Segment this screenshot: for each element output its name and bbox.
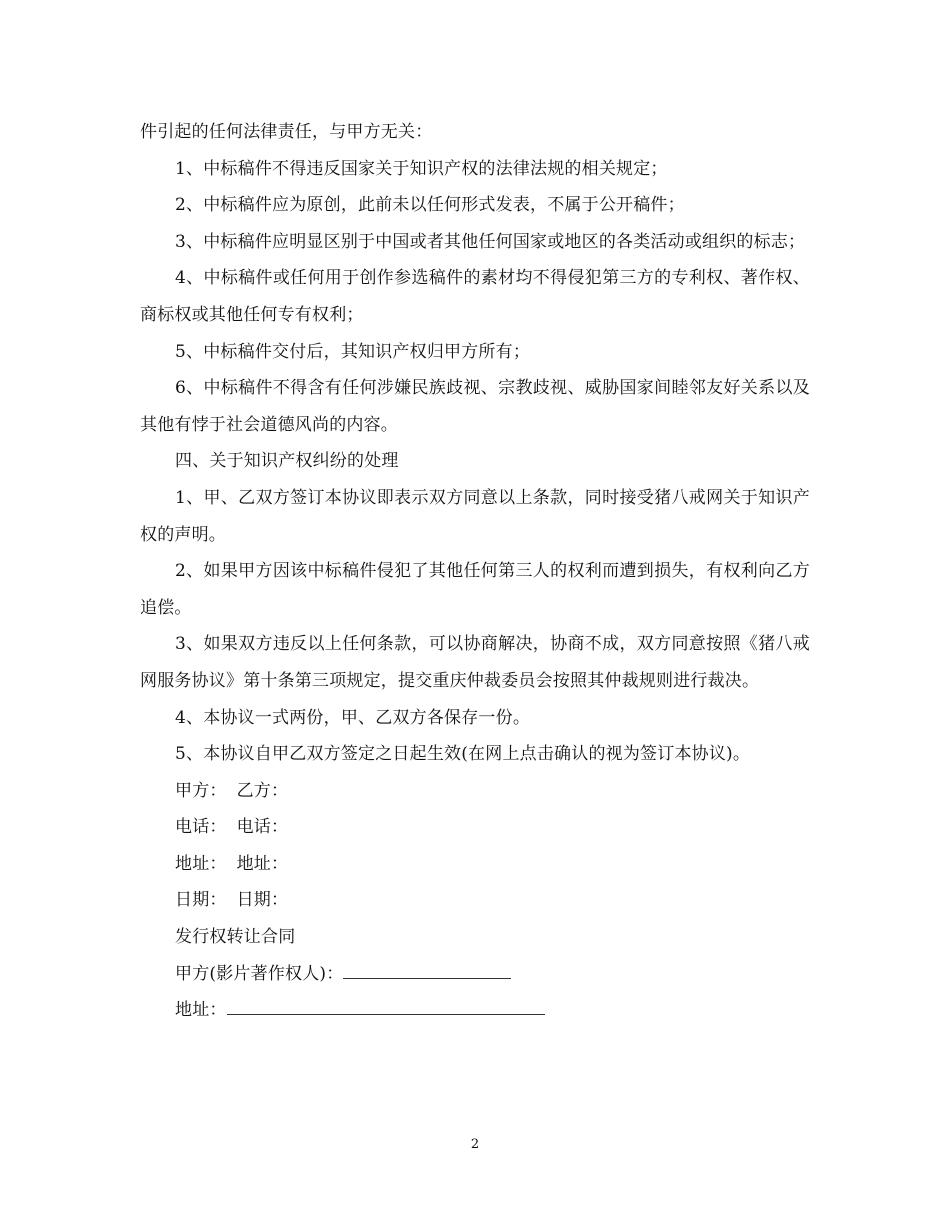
dispute-clause-2: 2、如果甲方因该中标稿件侵犯了其他任何第三人的权利而遭到损失，有权利向乙方追偿。	[140, 561, 810, 618]
party-b-label: 乙方：	[236, 780, 289, 801]
clause-5: 5、中标稿件交付后，其知识产权归甲方所有；	[175, 341, 531, 362]
dispute-clause-5: 5、本协议自甲乙双方签定之日起生效(在网上点击确认的视为签订本协议)。	[175, 744, 751, 765]
address-blank-line	[227, 992, 545, 1015]
party-a-blank-line	[343, 956, 511, 979]
address-label: 地址：	[175, 1000, 227, 1021]
phone-b-label: 电话：	[236, 817, 289, 838]
clause-3: 3、中标稿件应明显区别于中国或者其他任何国家或地区的各类活动或组织的标志；	[175, 231, 806, 252]
phone-a-label: 电话：	[175, 817, 227, 838]
section-heading-ip-disputes: 四、关于知识产权纠纷的处理	[175, 451, 399, 472]
clause-2: 2、中标稿件应为原创，此前未以任何形式发表，不属于公开稿件；	[175, 195, 685, 216]
signature-row-date	[140, 882, 810, 919]
address-b-label: 地址：	[236, 853, 289, 874]
signature-row-phone	[140, 809, 810, 846]
date-b-label: 日期：	[236, 890, 289, 911]
dispute-clause-1: 1、甲、乙双方签订本协议即表示双方同意以上条款，同时接受猪八戒网关于知识产权的声明。	[140, 487, 810, 545]
address-field	[140, 992, 810, 1029]
signature-row-party	[140, 773, 810, 810]
paragraph-continuation: 件引起的任何法律责任，与甲方无关：	[140, 122, 433, 142]
clause-4: 4、中标稿件或任何用于创作参选稿件的素材均不得侵犯第三方的专利权、著作权、商标权或其他任何专有权利；	[140, 268, 810, 325]
party-a-field	[140, 956, 810, 993]
document-body	[140, 114, 810, 1029]
party-a-copyright-owner-label: 甲方(影片著作权人)：	[175, 963, 344, 984]
clause-1: 1、中标稿件不得违反国家关于知识产权的法律法规的相关规定；	[175, 158, 668, 179]
signature-row-address	[140, 846, 810, 883]
clause-6: 6、中标稿件不得含有任何涉嫌民族歧视、宗教歧视、威胁国家间睦邻友好关系以及其他有悖于社会道德风尚的内容。	[140, 378, 810, 435]
dispute-clause-4: 4、本协议一式两份，甲、乙双方各保存一份。	[175, 707, 531, 728]
date-a-label: 日期：	[175, 890, 227, 911]
contract-title: 发行权转让合同	[175, 927, 296, 948]
dispute-clause-3: 3、如果双方违反以上任何条款，可以协商解决，协商不成，双方同意按照《猪八戒网服务协议》第十条第三项规定，提交重庆仲裁委员会按照其仲裁规则进行裁决。	[140, 634, 810, 691]
party-a-label: 甲方：	[175, 780, 227, 801]
page-number: 2	[470, 1137, 480, 1152]
address-a-label: 地址：	[175, 853, 227, 874]
